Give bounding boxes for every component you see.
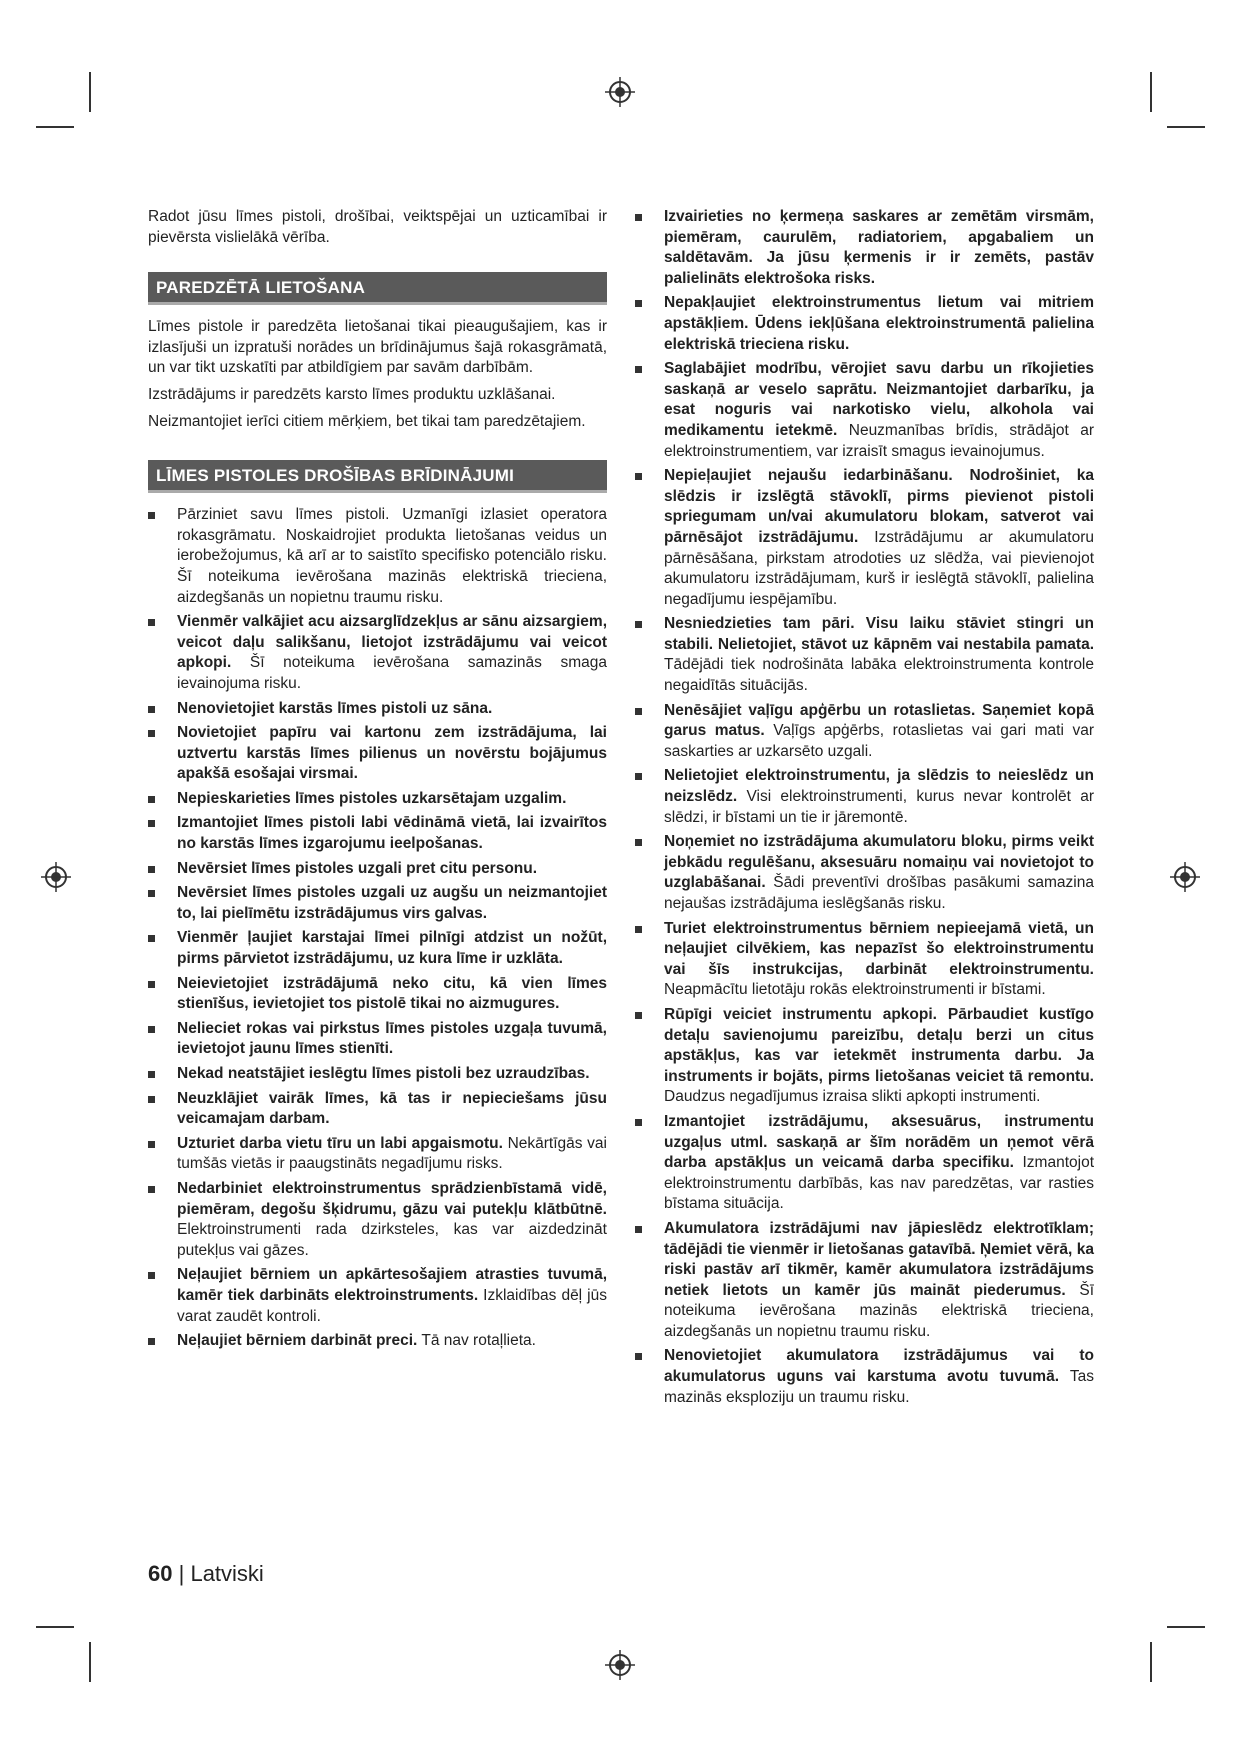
warning-text: Pārziniet savu līmes pistoli. Uzmanīgi izlasiet operatora rokasgrāmatu. Noskaidrojiet produkta lietošanas veidus un ierobežojumus, kā arī ar to saistīto specifisko potenciālo risku. Šī noteikuma ievērošana mazinās elektriskā trieciena, aizdegšanās un nopietnu traumu risku.	[177, 506, 607, 606]
warning-item	[148, 1179, 607, 1261]
warning-bold-text: Nesniedzieties tam pāri. Visu laiku stāviet stingri un stabili. Nelietojiet, stāvot uz kāpnēm vai nestabila pamata.	[664, 615, 1094, 653]
warning-item	[635, 614, 1094, 696]
intended-use-paragraph: Neizmantojiet ierīci citiem mērķiem, bet tikai tam paredzētajiem.	[148, 412, 586, 430]
warning-text: Daudzus negadījumus izraisa slikti apkopti instrumenti.	[664, 1088, 1041, 1106]
warning-bold-text: Vienmēr ļaujiet karstajai līmei pilnīgi atdzist un nožūt, pirms pārvietot izstrādājumu, uz kura līme ir uzklāta.	[177, 929, 607, 968]
warning-bold-text: Neļaujiet bērniem un apkārtesošajiem atrasties tuvumā, kamēr tiek darbināts elektroinstruments.	[177, 1266, 607, 1304]
warning-bold-text: Neuzklājiet vairāk līmes, kā tas ir nepieciešams jūsu veicamajam darbam.	[177, 1089, 607, 1128]
footer-language: Latviski	[190, 1561, 264, 1586]
warning-bold-text: Noņemiet no izstrādājuma akumulatoru bloku, pirms veikt jebkādu regulēšanu, aksesuāru nomaiņu vai novietojot to uzglabāšanai.	[664, 833, 1094, 892]
warning-item	[148, 723, 607, 785]
registration-mark-icon	[605, 77, 635, 107]
warning-item	[635, 293, 1094, 355]
warning-item	[148, 859, 607, 880]
warning-item	[635, 207, 1094, 289]
warning-text: Izmantojot elektroinstrumentu darbībās, kas nav paredzētas, var rasties bīstama situācija.	[664, 1154, 1094, 1213]
warning-item	[635, 359, 1094, 462]
warning-bold-text: Neļaujiet bērniem darbināt preci.	[177, 1332, 418, 1350]
warning-item	[148, 813, 607, 854]
warning-bold-text: Nelietojiet elektroinstrumentu, ja slēdzis to neieslēdz un neizslēdz.	[664, 767, 1094, 806]
warning-item	[635, 1112, 1094, 1215]
warning-bold-text: Saglabājiet modrību, vērojiet savu darbu un rīkojieties saskaņā ar veselo saprātu. Neizmantojiet darbarīku, ja esat noguris vai narkotisko vielu, alkohola vai medikamentu ietekmē.	[664, 360, 1094, 439]
warning-bold-text: Nenēsājiet vaļīgu apģērbu un rotaslietas. Saņemiet kopā garus matus.	[664, 701, 1094, 740]
warning-text: Tādējādi tiek nodrošināta labāka elektroinstrumenta kontrole negaidītās situācijās.	[664, 656, 1094, 695]
registration-mark-icon	[41, 862, 71, 892]
intended-use-paragraph: Līmes pistole ir paredzēta lietošanai tikai pieaugušajiem, kas ir izlasījuši un izpratuši norādes un brīdinājumus šajā rokasgrāmatā, un var tikt uzskatīti par atbildīgiem par savām darbībām.	[148, 318, 607, 377]
section-heading-intended-use: PAREDZĒTĀ LIETOŠANA	[148, 272, 607, 305]
crop-mark	[1150, 72, 1152, 112]
warning-bold-text: Nekad neatstājiet ieslēgtu līmes pistoli bez uzraudzības.	[177, 1065, 590, 1082]
warning-item	[148, 1089, 607, 1130]
warning-bold-text: Neievietojiet izstrādājumā neko citu, kā vien līmes stienīšus, ievietojiet tos pistolē tikai no aizmugures.	[177, 974, 607, 1013]
page-number: 60	[148, 1561, 173, 1586]
warning-bold-text: Nenovietojiet karstās līmes pistoli uz sāna.	[177, 699, 493, 717]
warning-item	[148, 883, 607, 924]
warning-text: Tas mazinās eksploziju un traumu risku.	[664, 1368, 1094, 1406]
warning-bold-text: Novietojiet papīru vai kartonu zem izstrādājuma, lai uztvertu karstās līmes pilienus un novērstu bojājumus apakšā esošajai virsmai.	[177, 724, 607, 783]
warning-bold-text: Akumulatora izstrādājumi nav jāpieslēdz elektrotīklam; tādējādi tie vienmēr ir lietošanas gatavībā. Ņemiet vērā, ka riski pastāv arī tikmēr, kamēr akumulatora izstrādājums netiek lietots un kamēr jūs maināt piederumus.	[664, 1219, 1094, 1299]
warning-bold-text: Vienmēr valkājiet acu aizsarglīdzekļus ar sānu aizsargiem, veicot daļu salikšanu, lietojot izstrādājumu vai veicot apkopi.	[177, 613, 607, 672]
warning-bold-text: Izvairieties no ķermeņa saskares ar zemētām virsmām, piemēram, caurulēm, radiatoriem, apgabaliem un saldētavām. Ja jūsu ķermenis ir ir zemēts, pastāv palielināts elektrošoka risks.	[664, 208, 1094, 287]
warning-text: Šādi preventīvi drošības pasākumi samazina nejaušas izstrādājuma ieslēgšanās risku.	[664, 874, 1094, 912]
footer-separator: |	[178, 1561, 185, 1586]
warning-item	[148, 1134, 607, 1175]
warning-item	[635, 919, 1094, 1001]
warning-bold-text: Nevērsiet līmes pistoles uzgali uz augšu un neizmantojiet to, lai pielīmētu izstrādājumus virs galvas.	[177, 884, 607, 922]
warning-bold-text: Nedarbiniet elektroinstrumentus sprādzienbīstamā vidē, piemēram, degošu šķidrumu, gāzu vai putekļu klātbūtnē.	[177, 1179, 607, 1218]
crop-mark	[36, 1626, 74, 1628]
warning-item	[148, 699, 607, 720]
right-column	[635, 207, 1094, 1412]
crop-mark	[36, 126, 74, 128]
crop-mark	[89, 72, 91, 112]
safety-warnings-list-left	[148, 505, 607, 1352]
warning-bold-text: Uzturiet darba vietu tīru un labi apgaismotu.	[177, 1134, 503, 1152]
registration-mark-icon	[605, 1650, 635, 1680]
warning-bold-text: Nelieciet rokas vai pirkstus līmes pistoles uzgaļa tuvumā, ievietojot jaunu līmes stienīti.	[177, 1019, 607, 1058]
warning-bold-text: Izmantojiet izstrādājumu, aksesuārus, instrumentu uzgaļus utml. saskaņā ar šīm norādēm un ņemot vērā darba apstākļus un veicamā darba specifiku.	[664, 1112, 1094, 1172]
warning-bold-text: Turiet elektroinstrumentus bērniem nepieejamā vietā, un neļaujiet cilvēkiem, kas nepazīst šo elektroinstrumentu vai šīs instrukcijas, darbināt elektroinstrumentu.	[664, 919, 1094, 978]
warning-item	[635, 1346, 1094, 1408]
warning-bold-text: Nevērsiet līmes pistoles uzgali pret citu personu.	[177, 859, 538, 877]
warning-item	[635, 1005, 1094, 1108]
warning-item	[148, 1019, 607, 1060]
warning-item	[148, 505, 607, 608]
warning-item	[148, 1331, 607, 1352]
crop-mark	[89, 1642, 91, 1682]
crop-mark	[1150, 1642, 1152, 1682]
warning-text: Neuzmanības brīdis, strādājot ar elektroinstrumentiem, var izraisīt smagus ievainojumus.	[664, 421, 1094, 460]
warning-item	[148, 1064, 607, 1085]
warning-bold-text: Rūpīgi veiciet instrumentu apkopi. Pārbaudiet kustīgo detaļu savienojumu pareizību, detaļu berzi un citus apstākļus, kas var ietekmēt instrumenta darbu. Ja instruments ir bojāts, pirms lietošanas veiciet tā remontu.	[664, 1005, 1094, 1085]
warning-item	[635, 832, 1094, 914]
warning-item	[635, 766, 1094, 828]
crop-mark	[1167, 126, 1205, 128]
warning-text: Šī noteikuma ievērošana samazinās smaga ievainojuma risku.	[177, 654, 607, 692]
warning-item	[148, 789, 607, 810]
left-column	[148, 207, 607, 1356]
crop-mark	[1167, 1626, 1205, 1628]
page-footer	[148, 1561, 264, 1587]
warning-bold-text: Nepieskarieties līmes pistoles uzkarsētajam uzgalim.	[177, 789, 567, 807]
warning-bold-text: Izmantojiet līmes pistoli labi vēdināmā vietā, lai izvairītos no karstās līmes izgarojumu ieelpošanas.	[177, 814, 607, 853]
warning-bold-text: Nepieļaujiet nejaušu iedarbināšanu. Nodrošiniet, ka slēdzis ir izslēgtā stāvoklī, pirms pievienot pistoli spriegumam un/vai akumulatoru blokam, satverot vai pārnēsājot izstrādājumu.	[664, 467, 1094, 546]
warning-text: Izstrādājumu ar akumulatoru pārnēsāšana, pirkstam atrodoties uz slēdža, vai pievienojot akumulatoru izstrādājumam, kurš ir ieslēgtā stāvoklī, palielina negadījumu iespējamību.	[664, 528, 1095, 608]
warning-text: Neapmācītu lietotāju rokās elektroinstrumenti ir bīstami.	[664, 981, 1046, 999]
section-heading-safety-warnings: LĪMES PISTOLES DROŠĪBAS BRĪDINĀJUMI	[148, 460, 607, 493]
intro-paragraph: Radot jūsu līmes pistoli, drošībai, veiktspējai un uzticamībai ir pievērsta vislielākā vērība.	[148, 208, 607, 246]
warning-item	[148, 928, 607, 969]
warning-item	[148, 974, 607, 1015]
warning-bold-text: Nepakļaujiet elektroinstrumentus lietum vai mitriem apstākļiem. Ūdens iekļūšana elektroinstrumentā palielina elektriskā trieciena risku.	[664, 294, 1094, 353]
warning-text: Vaļīgs apģērbs, rotaslietas vai gari mati var saskarties ar uzkarsēto uzgali.	[664, 722, 1094, 760]
warning-text: Visi elektroinstrumenti, kurus nevar kontrolēt ar slēdzi, ir bīstami un tie ir jāremontē.	[664, 788, 1094, 826]
warning-text: Šī noteikuma ievērošana mazinās elektriskā trieciena, aizdegšanās un nopietnu traumu risku.	[664, 1281, 1095, 1340]
intended-use-paragraph: Izstrādājums ir paredzēts karsto līmes produktu uzklāšanai.	[148, 385, 556, 403]
warning-text: Elektroinstrumenti rada dzirksteles, kas var aizdedzināt putekļus vai gāzes.	[177, 1221, 607, 1259]
warning-item	[148, 1265, 607, 1327]
warning-item	[635, 466, 1094, 610]
safety-warnings-list-right	[635, 207, 1094, 1408]
warning-bold-text: Nenovietojiet akumulatora izstrādājumus vai to akumulatorus uguns vai karstuma avotu tuvumā.	[664, 1347, 1094, 1386]
warning-item	[148, 612, 607, 694]
warning-text: Nekārtīgās vai tumšās vietās ir paaugstināts negadījumu risks.	[177, 1134, 607, 1173]
warning-text: Tā nav rotaļlieta.	[417, 1332, 536, 1350]
warning-item	[635, 701, 1094, 763]
registration-mark-icon	[1170, 862, 1200, 892]
warning-text: Izklaidības dēļ jūs varat zaudēt kontroli.	[177, 1286, 607, 1325]
warning-item	[635, 1219, 1094, 1343]
